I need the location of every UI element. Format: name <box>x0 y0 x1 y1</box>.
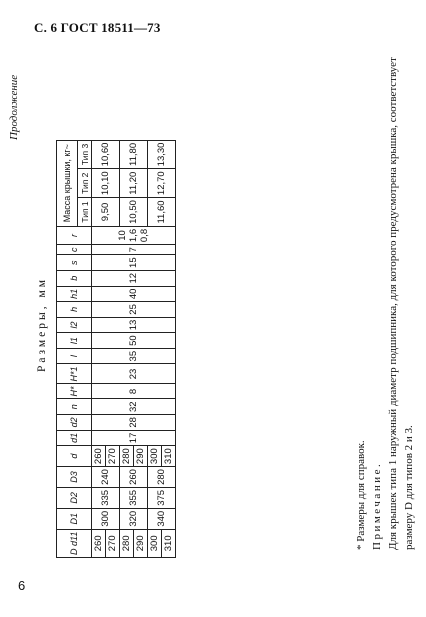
col-header: d1 <box>57 430 92 446</box>
page-header: С. 6 ГОСТ 18511—73 <box>34 20 161 35</box>
cell: 11,80 <box>120 140 148 169</box>
dimensions-table <box>56 140 176 558</box>
cell: 10,10 <box>92 169 120 198</box>
footnote: * Размеры для справок. <box>355 440 367 550</box>
cell: 335 <box>92 487 120 508</box>
cell <box>92 226 176 244</box>
cell: 280 <box>120 529 134 557</box>
cell: 10,60 <box>92 140 120 169</box>
col-header: H* <box>57 384 92 399</box>
cell: 12,70 <box>148 169 176 198</box>
col-header: r <box>57 226 92 244</box>
cell: 300 <box>148 446 162 467</box>
cell: 260 <box>92 529 106 557</box>
cell: 50 <box>92 333 176 349</box>
col-header: d2 <box>57 415 92 431</box>
cell: 9,50 <box>92 198 120 227</box>
cell: 300 <box>92 508 120 529</box>
col-header: D1 <box>57 508 92 529</box>
cell: 28 <box>92 415 176 431</box>
cell: 310 <box>162 446 176 467</box>
cell: 12 <box>92 270 176 286</box>
cell: 310 <box>162 529 176 557</box>
cell-value: 10 <box>117 230 128 241</box>
col-header: n <box>57 399 92 415</box>
col-header: c <box>57 245 92 255</box>
cell: 290 <box>134 446 148 467</box>
note-label: Примечание. <box>371 461 383 550</box>
cell: 260 <box>120 467 148 488</box>
cell: 300 <box>148 529 162 557</box>
col-header: H*1 <box>57 364 92 384</box>
table-row <box>92 140 106 557</box>
mass-type-header: Тип 3 <box>78 140 92 169</box>
cell: 11,60 <box>148 198 176 227</box>
col-header: h <box>57 302 92 318</box>
mass-header: Масса крышки, кг~ <box>57 140 78 226</box>
section-title: Размеры, мм <box>36 276 48 372</box>
cell: 23 <box>92 364 176 384</box>
cell: 35 <box>92 348 176 364</box>
page-number: 6 <box>18 578 26 593</box>
cell: 340 <box>148 508 176 529</box>
cell: 32 <box>92 399 176 415</box>
cell: 280 <box>148 467 176 488</box>
cell-value: 1,6 <box>128 228 139 243</box>
continuation-label: Продолжение <box>8 74 20 140</box>
cell: 7 <box>92 245 176 255</box>
cell: 290 <box>134 529 148 557</box>
col-header: d <box>57 446 92 467</box>
cell: 11,20 <box>120 169 148 198</box>
cell: 355 <box>120 487 148 508</box>
cell: 320 <box>120 508 148 529</box>
col-header: s <box>57 255 92 271</box>
cell: 240 <box>92 467 120 488</box>
mass-type-header: Тип 2 <box>78 169 92 198</box>
cell: 13,30 <box>148 140 176 169</box>
cell: 15 <box>92 255 176 271</box>
col-header: l2 <box>57 317 92 333</box>
cell: 17 <box>92 430 176 446</box>
table-header-row <box>57 140 78 557</box>
cell: 8 <box>92 384 176 399</box>
col-header: D2 <box>57 487 92 508</box>
mass-type-header: Тип 1 <box>78 198 92 227</box>
cell: 13 <box>92 317 176 333</box>
cell: 270 <box>106 446 120 467</box>
col-header: D3 <box>57 467 92 488</box>
cell-value: 0,8 <box>139 228 150 243</box>
col-header: h1 <box>57 286 92 302</box>
cell: 10,50 <box>120 198 148 227</box>
cell: 280 <box>120 446 134 467</box>
note-text: Для крышек типа 1 наружный диаметр подшипника, для которого предусмотрена крышка, соответствует размеру D для типов 2 и 3. <box>387 57 415 550</box>
rotated-content <box>8 50 418 610</box>
cell: 375 <box>148 487 176 508</box>
col-header: D d11 <box>57 529 92 557</box>
notes <box>353 50 417 550</box>
cell: 40 <box>92 286 176 302</box>
col-header: b <box>57 270 92 286</box>
cell: 25 <box>92 302 176 318</box>
col-header: l <box>57 348 92 364</box>
col-header: l1 <box>57 333 92 349</box>
cell: 270 <box>106 529 120 557</box>
cell: 260 <box>92 446 106 467</box>
